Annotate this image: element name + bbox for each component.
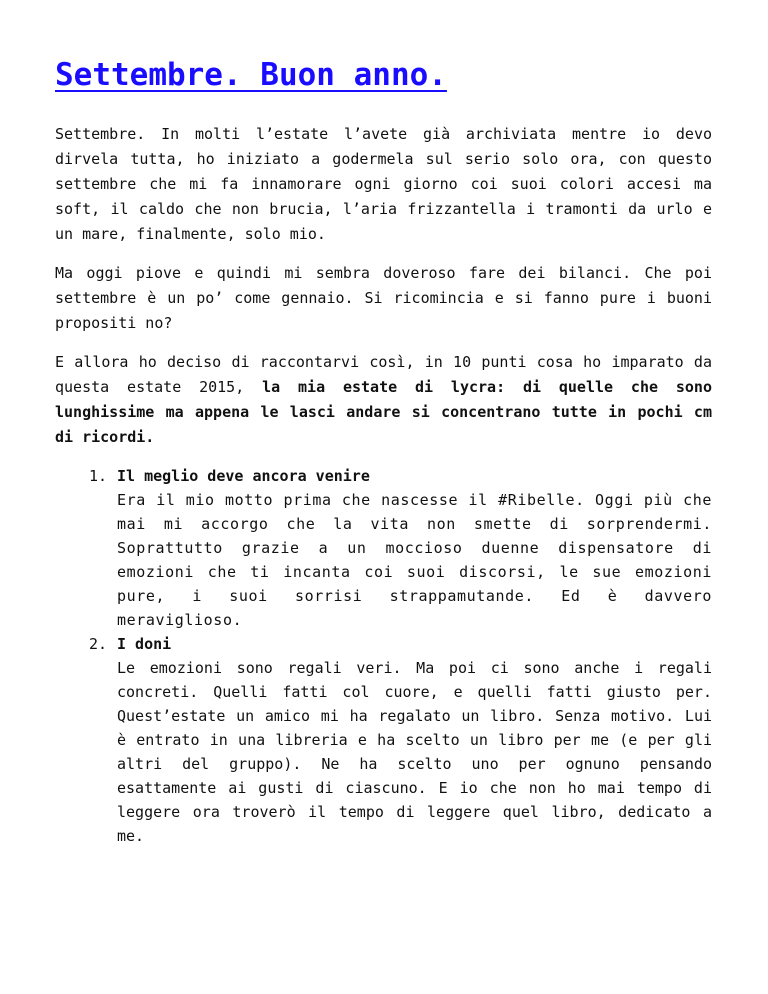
lessons-list bbox=[55, 464, 712, 848]
list-item-number: 1. bbox=[89, 467, 108, 485]
paragraph-intro: Settembre. In molti l’estate l’avete già archiviata mentre io devo dirvela tutta, ho iniziato a godermela sul serio solo ora, con questo settembre che mi fa innamorare ogni giorno coi suoi colori accesi ma soft, il caldo che non brucia, l’aria frizzantella i tramonti da urlo e un mare, finalmente, solo mio. bbox=[55, 125, 712, 243]
ten-points-highlight: la mia estate di lycra: di quelle che sono lunghissime ma appena le lasci andare si concentrano tutte in pochi cm di ricordi. bbox=[55, 378, 712, 446]
list-item bbox=[55, 464, 712, 632]
list-item-title: Il meglio deve ancora venire bbox=[117, 467, 370, 485]
paragraph-ten-points bbox=[55, 350, 712, 450]
article bbox=[55, 52, 712, 848]
ten-points-text: E allora ho deciso di raccontarvi così, in 10 punti cosa ho imparato da questa estate 2015, bbox=[55, 353, 712, 396]
list-item-body: Era il mio motto prima che nascesse il #Ribelle. Oggi più che mai mi accorgo che la vita non smette di sorprendermi. Soprattutto grazie a un moccioso duenne dispensatore di emozioni che ti incanta coi suoi discorsi, le sue emozioni pure, i suoi sorrisi strappamutande. Ed è davvero meraviglioso. bbox=[117, 491, 712, 629]
list-item-number: 2. bbox=[89, 635, 108, 653]
list-item-body: Le emozioni sono regali veri. Ma poi ci sono anche i regali concreti. Quelli fatti col cuore, e quelli fatti giusto per. Quest’estate un amico mi ha regalato un libro. Senza motivo. Lui è entrato in una libreria e ha scelto un libro per me (e per gli altri del gruppo). Ne ha scelto uno per ognuno pensando esattamente ai gusti di ciascuno. E io che non ho mai tempo di leggere ora troverò il tempo di leggere quel libro, dedicato a me. bbox=[117, 659, 712, 845]
list-item-title: I doni bbox=[117, 635, 172, 653]
article-title-link[interactable]: Settembre. Buon anno. bbox=[55, 57, 447, 93]
paragraph-bilanci: Ma oggi piove e quindi mi sembra doveroso fare dei bilanci. Che poi settembre è un po’ come gennaio. Si ricomincia e si fanno pure i buoni propositi no? bbox=[55, 264, 712, 332]
list-item bbox=[55, 632, 712, 848]
